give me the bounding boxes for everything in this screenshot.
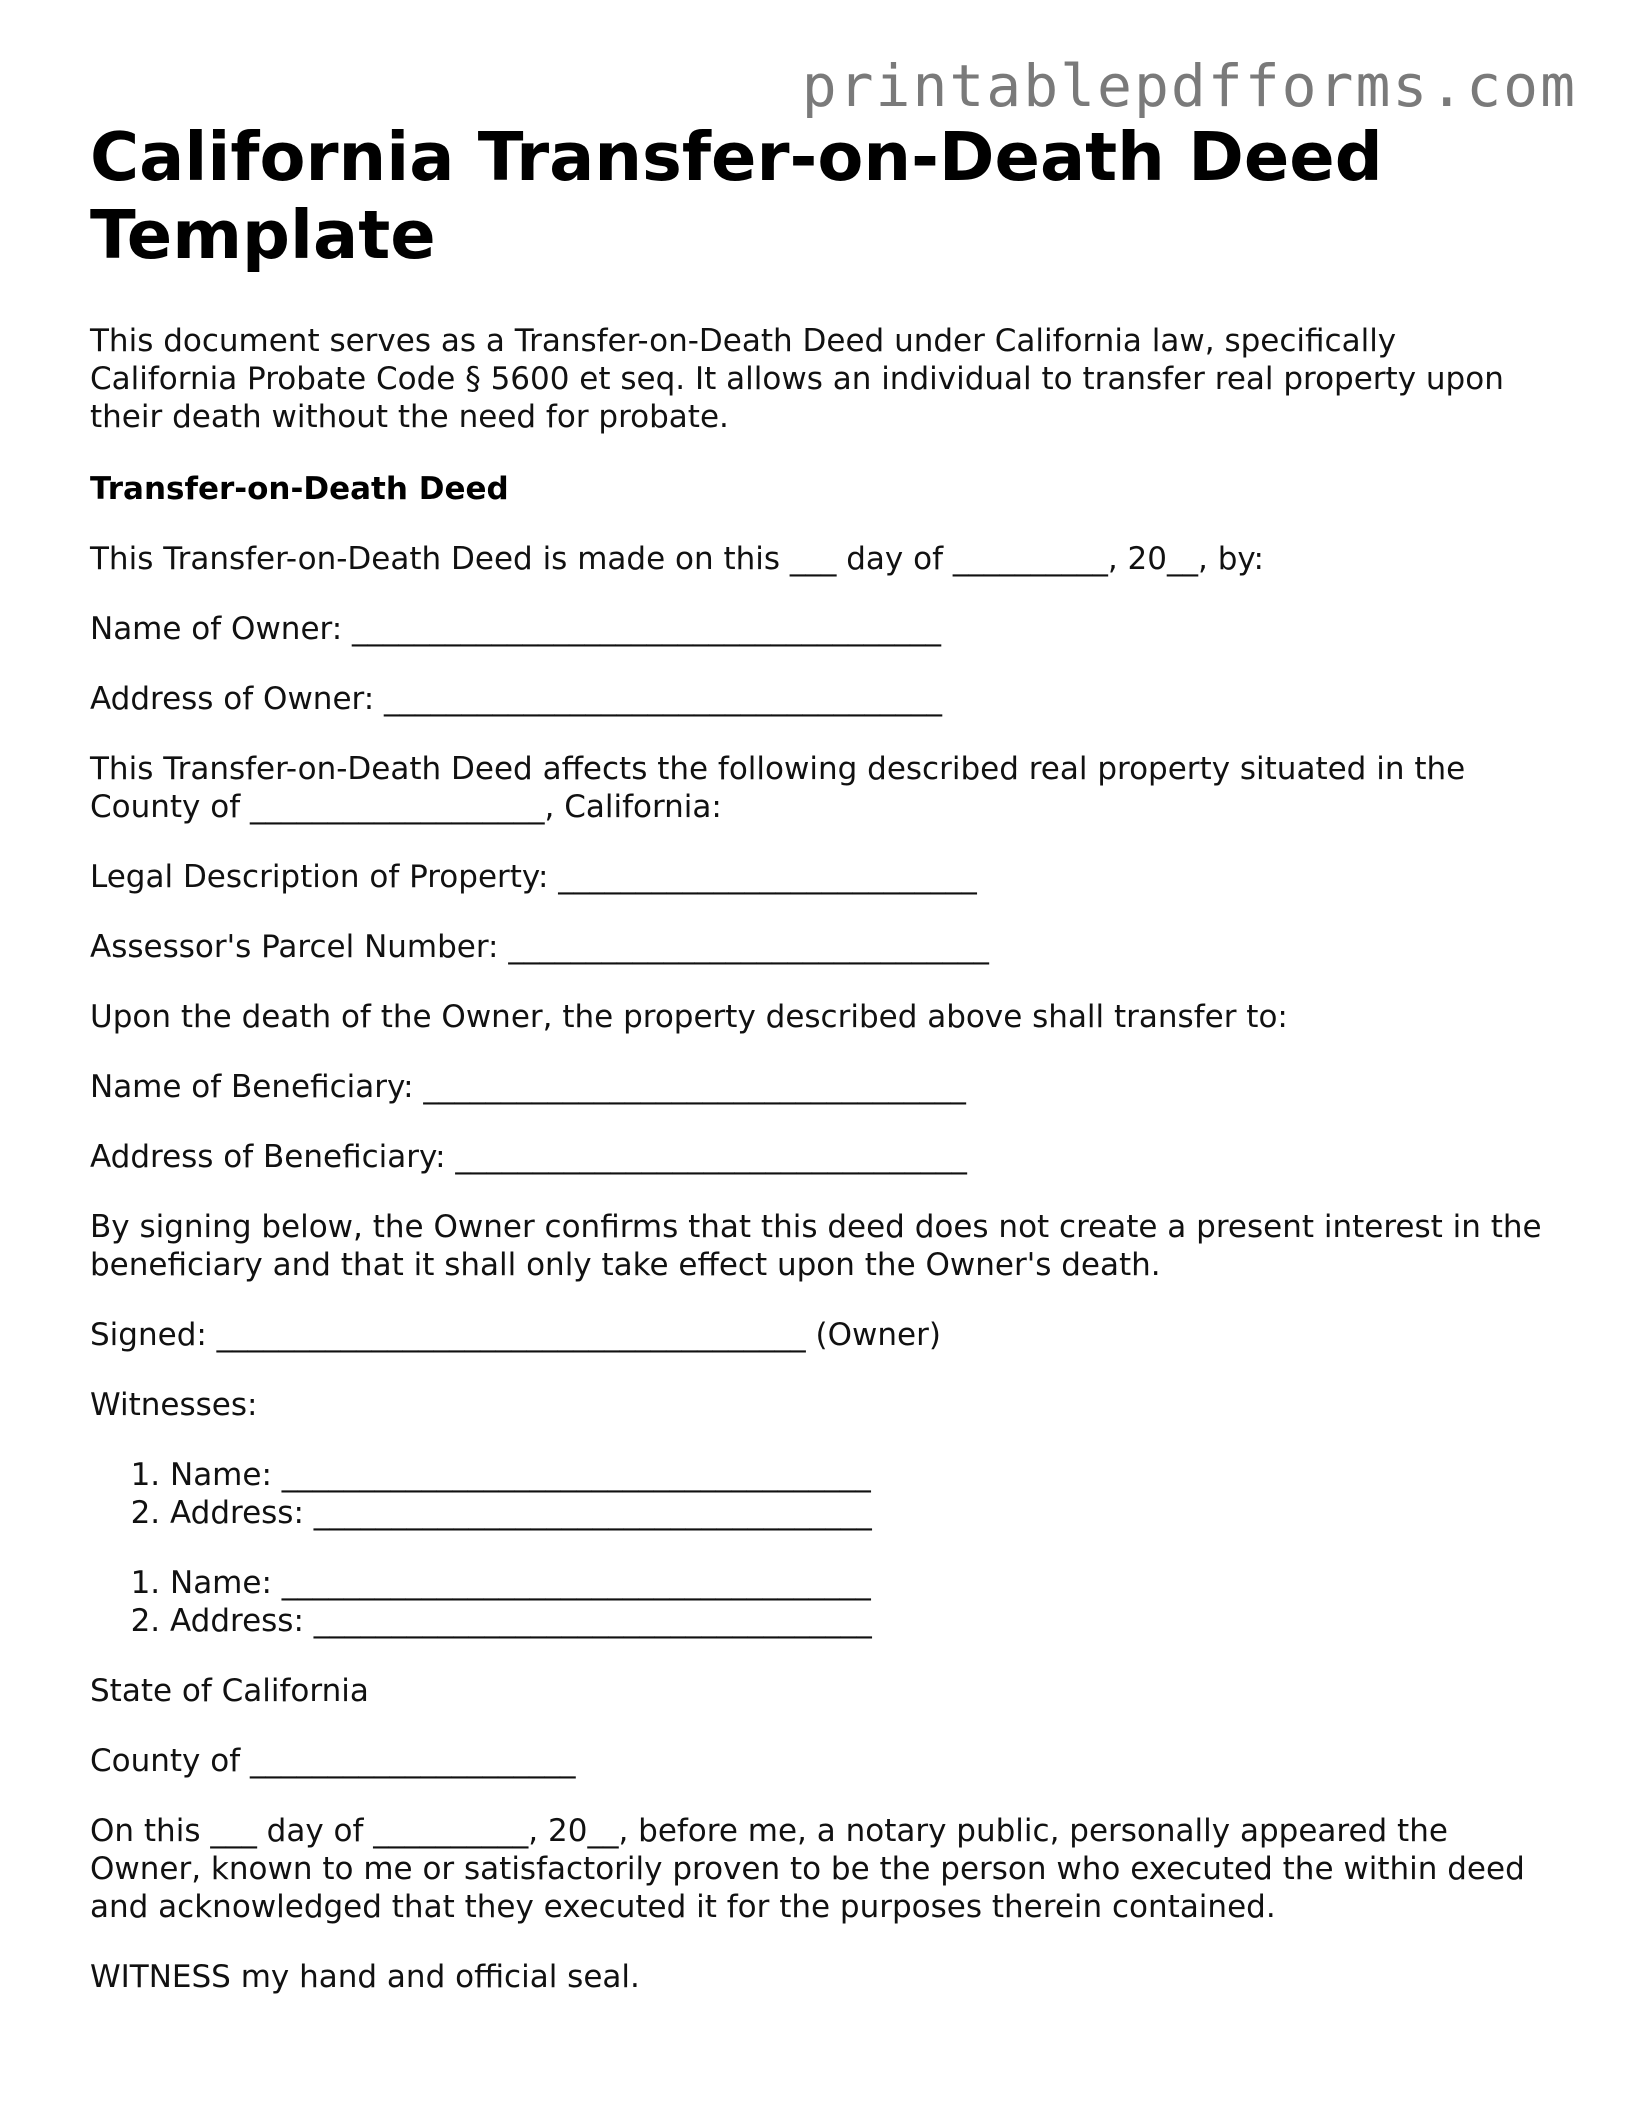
- beneficiary-name-field: Name of Beneficiary: ___________________________________: [90, 1069, 966, 1105]
- witness-2-name: 1. Name: ______________________________________: [170, 1564, 1550, 1602]
- watermark: printablepdfforms.com: [801, 52, 1577, 120]
- document-page: [90, 118, 1550, 2028]
- witness-1-address: 2. Address: ____________________________________: [170, 1494, 1550, 1532]
- witness-seal-line: WITNESS my hand and official seal.: [90, 1959, 640, 1995]
- page-title: California Transfer-on-Death Deed Template: [90, 118, 1383, 274]
- upon-death-paragraph: Upon the death of the Owner, the property described above shall transfer to:: [90, 999, 1288, 1035]
- legal-description-field: Legal Description of Property: ___________________________: [90, 859, 977, 895]
- witness-1-name: 1. Name: ______________________________________: [170, 1456, 1550, 1494]
- owner-name-field: Name of Owner: ______________________________________: [90, 611, 942, 647]
- intro-paragraph: This document serves as a Transfer-on-Death Deed under California law, specifically California Probate Code § 5600 et seq. It allows an individual to transfer real property upon their death without the need for probate.: [90, 323, 1504, 435]
- notary-paragraph: On this ___ day of __________, 20__, before me, a notary public, personally appeared the Owner, known to me or satisfactorily proven to be the person who executed the within deed and acknowledged that they executed it for the purposes therein contained.: [90, 1813, 1525, 1925]
- beneficiary-address-field: Address of Beneficiary: _________________________________: [90, 1139, 967, 1175]
- apn-field: Assessor's Parcel Number: _______________________________: [90, 929, 989, 965]
- owner-signature-line: Signed: ______________________________________ (Owner): [90, 1317, 941, 1353]
- affects-property-paragraph: This Transfer-on-Death Deed affects the following described real property situated in the County of ___________________, California:: [90, 751, 1466, 825]
- witness-2-address: 2. Address: ____________________________________: [170, 1602, 1550, 1640]
- witnesses-label: Witnesses:: [90, 1387, 258, 1423]
- by-signing-paragraph: By signing below, the Owner confirms that this deed does not create a present interest in the beneficiary and that it shall only take effect upon the Owner's death.: [90, 1209, 1542, 1283]
- section-heading: Transfer-on-Death Deed: [90, 471, 509, 507]
- state-line: State of California: [90, 1673, 369, 1709]
- owner-address-field: Address of Owner: ____________________________________: [90, 681, 943, 717]
- made-on-line: This Transfer-on-Death Deed is made on this ___ day of __________, 20__, by:: [90, 541, 1264, 577]
- witness-list-2: [90, 1564, 1550, 1640]
- county-line: County of _____________________: [90, 1743, 576, 1779]
- witness-list-1: [90, 1456, 1550, 1532]
